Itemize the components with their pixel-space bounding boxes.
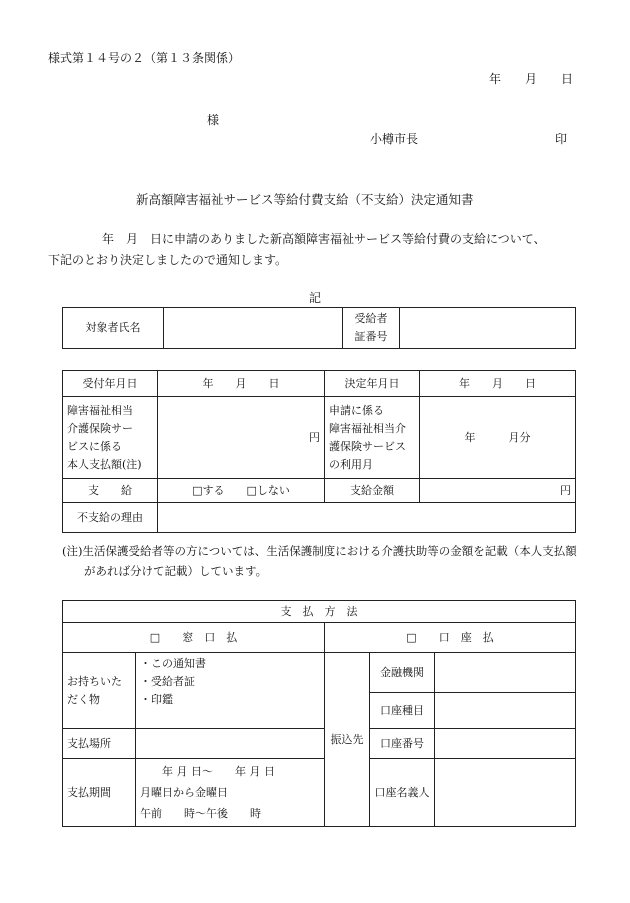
intro-line-2: 下記のとおり決定しましたので通知します。 [48, 253, 288, 267]
items-to-bring-list: ・この通知書 ・受給者証 ・印鑑 [136, 653, 325, 729]
recipient-table [62, 307, 576, 349]
decision-date-value: 年 月 日 [420, 371, 576, 397]
account-type-label: 口座種目 [370, 693, 435, 729]
window-payment-option[interactable]: □ 窓 口 払 [63, 623, 325, 653]
payment-period-value: 年 月 日～ 年 月 日 月曜日から金曜日 午前 時～午後 時 [136, 759, 325, 827]
ki-heading: 記 [309, 291, 322, 305]
payment-amount-label: 支給金額 [325, 479, 420, 503]
note-line-1: (注)生活保護受給者等の方については、生活保護制度における介護扶助等の金額を記載（本人支払額 [62, 544, 577, 558]
issuer-name: 小樽市長 [370, 132, 419, 146]
self-payment-label: 障害福祉相当 介護保険サー ビスに係る 本人支払額(注) [63, 397, 158, 479]
decision-table [62, 370, 576, 533]
payment-period-label: 支払期間 [63, 759, 136, 827]
transfer-destination-label: 振込先 [325, 653, 370, 827]
account-holder-label: 口座名義人 [370, 759, 435, 827]
account-holder-field[interactable] [435, 759, 576, 827]
usage-month-label: 申請に係る 障害福祉相当介 護保険サービス の利用月 [325, 397, 420, 479]
note-line-2: があれば分けて記載）しています。 [84, 564, 268, 578]
cert-number-field[interactable] [400, 308, 576, 349]
form-number: 様式第１４号の２（第１３条関係） [48, 51, 241, 65]
bank-field[interactable] [435, 653, 576, 693]
non-payment-reason-label: 不支給の理由 [63, 503, 158, 533]
bank-label: 金融機関 [370, 653, 435, 693]
items-to-bring-label: お持ちいた だく物 [63, 653, 136, 729]
account-number-field[interactable] [435, 729, 576, 759]
payment-place-field[interactable] [136, 729, 325, 759]
issue-date: 年 月 日 [489, 72, 574, 86]
payment-method-title: 支 払 方 法 [63, 601, 576, 623]
account-number-label: 口座番号 [370, 729, 435, 759]
addressee-suffix: 様 [207, 113, 220, 127]
name-field[interactable] [164, 308, 343, 349]
seal-mark: 印 [555, 132, 568, 146]
payment-choice[interactable]: □する □しない [158, 479, 325, 503]
intro-line-1: 年 月 日に申請のありました新高額障害福祉サービス等給付費の支給について、 [102, 232, 546, 246]
self-payment-amount[interactable]: 円 [158, 397, 325, 479]
name-label: 対象者氏名 [63, 308, 164, 349]
payment-label: 支 給 [63, 479, 158, 503]
receipt-date-value: 年 月 日 [158, 371, 325, 397]
decision-date-label: 決定年月日 [325, 371, 420, 397]
receipt-date-label: 受付年月日 [63, 371, 158, 397]
payment-place-label: 支払場所 [63, 729, 136, 759]
cert-number-label: 受給者 証番号 [343, 308, 400, 349]
non-payment-reason-field[interactable] [158, 503, 576, 533]
payment-method-table [62, 600, 576, 827]
usage-month-value[interactable]: 年 月分 [420, 397, 576, 479]
payment-amount-value[interactable]: 円 [420, 479, 576, 503]
account-payment-option[interactable]: □ 口 座 払 [325, 623, 576, 653]
account-type-field[interactable] [435, 693, 576, 729]
document-title: 新高額障害福祉サービス等給付費支給（不支給）決定通知書 [136, 192, 474, 207]
